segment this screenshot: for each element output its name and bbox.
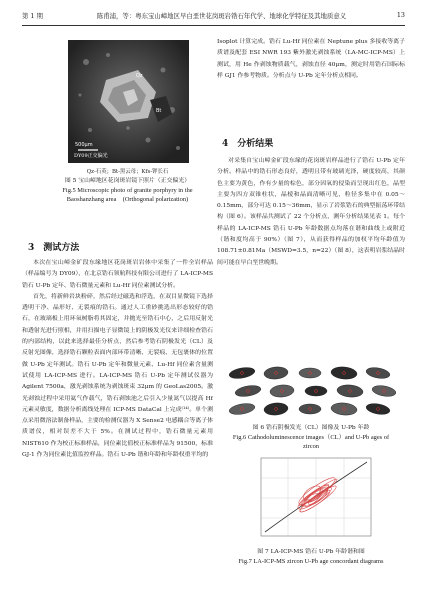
running-header <box>22 11 405 25</box>
zircon-grain <box>365 366 390 380</box>
figure6-cl-images <box>226 364 396 420</box>
figure5-photo <box>68 40 189 163</box>
paragraph: 首先，将新鲜岩块粉碎，然后经过磁选和浮选，在双目显微镜下选择透明干净、晶形好、无裂痕的锆石。通过人工重砂挑选出形态较好的锆石，在玻璃板上用环氧树脂将其固定，并抛光至锆石中心，之后用反射光和透射光进行照相，并用扫描电子显微镜上的阴极发光仪来详细检查锆石的内部结构，以此来选择最佳分析点，然后参考锆石阴极发光（CL）及反射光图像，选择锆石颗粒表面内部环带清晰、无裂痕、无包裹体的位置做 U-Pb 定年测试。锆石 U-Pb 定年和微量元素、Lu-Hf 同位素含量测试使用 LA-ICP-MS 进行。LA-ICP-MS 锆石 U-Pb 定年测试仪器为 Agilent 7500a，激光剥蚀系统为剥蚀斑束 32μm 的 GeoLas2005。激光剥蚀过程中采用氦气作载气，锆石剥蚀池之后引入少量氮气以提高 Hf 元素灵敏度，数据分析离线处理在 ICP-MS DataCal 上完成⁽¹⁴⁾。单个测点采用微溶法制备样品，主要的检测仪器为 X Sense2 电感耦合等离子体质谱仪，相对误差不大于 5%。在测试过程中，锆石微量元素用 NIST610 作为校正标准样品，同位素比值校正标准样品为 91500，标准 GJ-1 作为同位素比值监控样品。锆石 U-Pb 谐和年龄和年龄权重平均的 <box>22 293 213 459</box>
page-number: 13 <box>396 11 405 19</box>
zircon-grain <box>371 384 396 398</box>
zircon-grain <box>234 384 261 398</box>
figure5-legend: Qz-石英；Bt-黑云母；Kfs-钾长石 <box>86 169 169 175</box>
section4-body <box>217 156 405 361</box>
zircon-grain <box>331 366 358 380</box>
section3-heading: 3 测试方法 <box>28 243 80 253</box>
zircon-grain <box>299 404 321 414</box>
issue-number: 第 1 期 <box>22 12 43 20</box>
figure6-caption-en-line1: Fig.6 Cathodoluminescence images（CL）and U-Pb ages of <box>232 434 390 441</box>
zircon-grain <box>337 384 364 398</box>
section3-body <box>22 258 213 598</box>
figure7-caption-zh: 图 7 LA-ICP-MS 锆石 U-Pb 年龄谐和图 <box>257 549 365 555</box>
zircon-grain <box>228 402 255 416</box>
section4-heading: 4 分析结果 <box>222 139 274 149</box>
zircon-grain <box>331 402 358 416</box>
methods-continuation <box>217 37 405 129</box>
zircon-grain <box>365 402 390 416</box>
figure7-concordia <box>253 456 373 542</box>
running-title: 陈甫浦，等：粤东宝山嶂地区早白垩世花岗斑岩锆石年代学、地球化学特征及其地质意义 <box>96 12 347 20</box>
sample-label: DY09正交偏光 <box>74 153 108 159</box>
cl-image-strip <box>226 364 396 420</box>
scale-bar-label: 500μm <box>75 142 93 148</box>
zircon-grain <box>228 366 255 380</box>
biotite-label: Bt <box>156 108 162 114</box>
figure6-caption-zh: 图 6 锆石阴极发光（CL）图像及 U-Pb 年龄 <box>252 425 370 431</box>
paragraph: 对采集自宝山嶂金矿段东缘的花岗斑岩样品进行了锆石 U-Pb 定年分析。样品中的锆石形态良好，透明且带有玻璃光泽，硬度较高，其颜色主要为黄色，作有少量的棕色，部分因氧的侵染而呈现出红色，晶型主要为四方双锥柱状，晶棱和晶面清晰可见，粒径多集中在 0.05～0.15mm，部分可达 0.15～36mm，显示了岩浆锆石的典型振荡环带结构（图 6）。该样品共测试了 22 个分析点，测年分析结果见表 1。每个样品的 LA-ICP-MS 锆石 U-Pb 年龄数据点均落在谐和曲线上或附近（谐和度均高于 90%）（图 7），从而获得样品的加权平均年龄值为 108.71±0.81Ma（MSWD=3.5，n=22）（图 8），这表明岩浆结晶时间可能在早白垩世晚期。 <box>217 158 405 266</box>
zircon-grain <box>264 402 289 416</box>
paragraph: Isoplot 计算完成。锆石 Lu-Hf 同位素在 Neptune plus 多接收等离子质谱及配套 ESI NWR 193 紫外激光剥蚀系统（LA-MC-ICP-MS）上测试，用 He 作剥蚀物质载气，剥蚀直径 40μm，测定时用锆石国际标样 GJ1 作参考物质。分析点与 U-Pb 定年分析点相同。 <box>217 39 405 79</box>
paragraph: 本次在宝山嶂金矿段东缘地区花岗斑岩岩体中采集了一件全岩样品（样品编号为 DY09），在北京锆石领航科技有限公司进行了 LA-ICP-MS 锆石 U-Pb 定年、锆石微量元素和 Lu-Hf 同位素测试分析。 <box>22 260 213 289</box>
quartz-label: Qz <box>136 73 143 79</box>
zircon-grain <box>305 386 327 396</box>
figure5-caption-en-line1: Fig.5 Microscopic photo of granite porphyry in the <box>62 187 193 194</box>
header-rule <box>22 25 405 26</box>
zircon-grain <box>270 384 295 398</box>
figure5-caption-en-line2: Baoshanzhang area (Orthogonal polarization) <box>66 196 189 203</box>
zircon-grain <box>299 368 321 378</box>
figure6-caption-en-line2: zircon <box>303 443 319 450</box>
figure5-caption-zh: 图 5 宝山嶂地区花岗斑岩镜下照片（正交偏光） <box>64 178 191 184</box>
concordia-plot <box>253 456 373 542</box>
zircon-grain <box>264 366 289 380</box>
figure7-caption-en: Fig.7 LA-ICP-MS zircon U-Pb age concordant diagrams <box>238 558 384 565</box>
